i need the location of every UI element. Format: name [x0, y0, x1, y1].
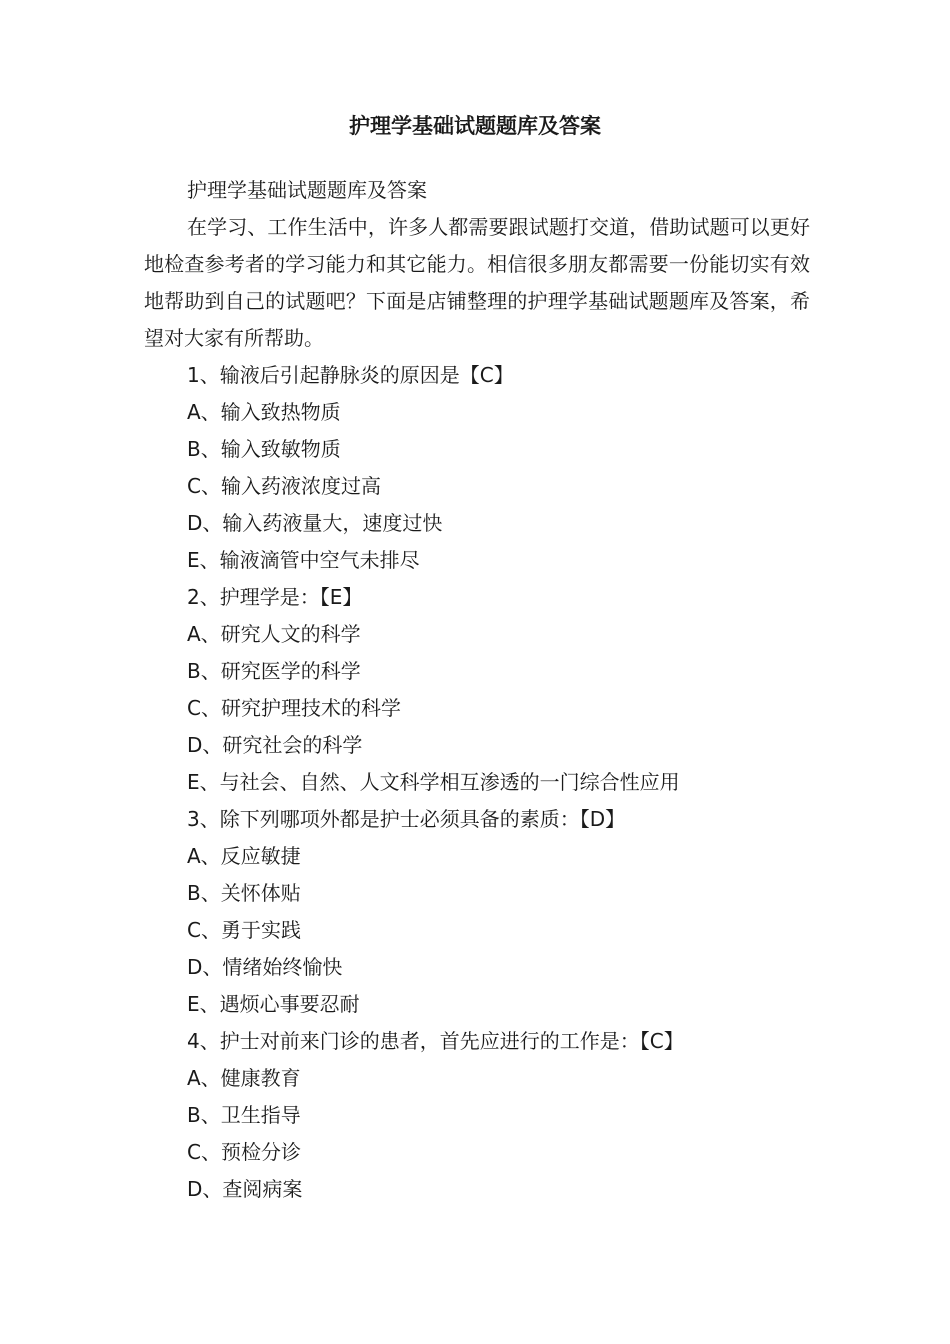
document-subtitle: 护理学基础试题题库及答案 [187, 178, 427, 202]
answer-option: B、研究医学的科学 [187, 659, 361, 683]
answer-option: E、输液滴管中空气未排尽 [187, 548, 420, 572]
answer-option: A、输入致热物质 [187, 400, 341, 424]
answer-option: A、研究人文的科学 [187, 622, 361, 646]
question-text: 3、除下列哪项外都是护士必须具备的素质：【D】 [187, 807, 626, 831]
answer-option: B、输入致敏物质 [187, 437, 341, 461]
answer-option: E、遇烦心事要忍耐 [187, 992, 360, 1016]
answer-option: D、情绪始终愉快 [187, 955, 343, 979]
answer-option: B、卫生指导 [187, 1103, 301, 1127]
answer-option: C、预检分诊 [187, 1140, 301, 1164]
question-block [144, 357, 810, 579]
answer-option: C、输入药液浓度过高 [187, 474, 381, 498]
question-text: 2、护理学是：【E】 [187, 585, 363, 609]
document-body [144, 172, 810, 1208]
answer-option: B、关怀体贴 [187, 881, 301, 905]
answer-option: A、健康教育 [187, 1066, 301, 1090]
question-block [144, 579, 810, 801]
question-text: 1、输液后引起静脉炎的原因是【C】 [187, 363, 514, 387]
question-block [144, 801, 810, 1023]
question-text: 4、护士对前来门诊的患者，首先应进行的工作是：【C】 [187, 1029, 684, 1053]
answer-option: A、反应敏捷 [187, 844, 301, 868]
answer-option: D、输入药液量大，速度过快 [187, 511, 443, 535]
intro-paragraph: 在学习、工作生活中，许多人都需要跟试题打交道，借助试题可以更好地检查参考者的学习能力和其它能力。相信很多朋友都需要一份能切实有效地帮助到自己的试题吧？下面是店铺整理的护理学基础试题题库及答案，希望对大家有所帮助。 [144, 215, 810, 350]
answer-option: E、与社会、自然、人文科学相互渗透的一门综合性应用 [187, 770, 680, 794]
answer-option: D、研究社会的科学 [187, 733, 363, 757]
document-title: 护理学基础试题题库及答案 [349, 114, 601, 138]
answer-option: C、研究护理技术的科学 [187, 696, 401, 720]
answer-option: D、查阅病案 [187, 1177, 303, 1201]
answer-option: C、勇于实践 [187, 918, 301, 942]
question-block [144, 1023, 810, 1208]
